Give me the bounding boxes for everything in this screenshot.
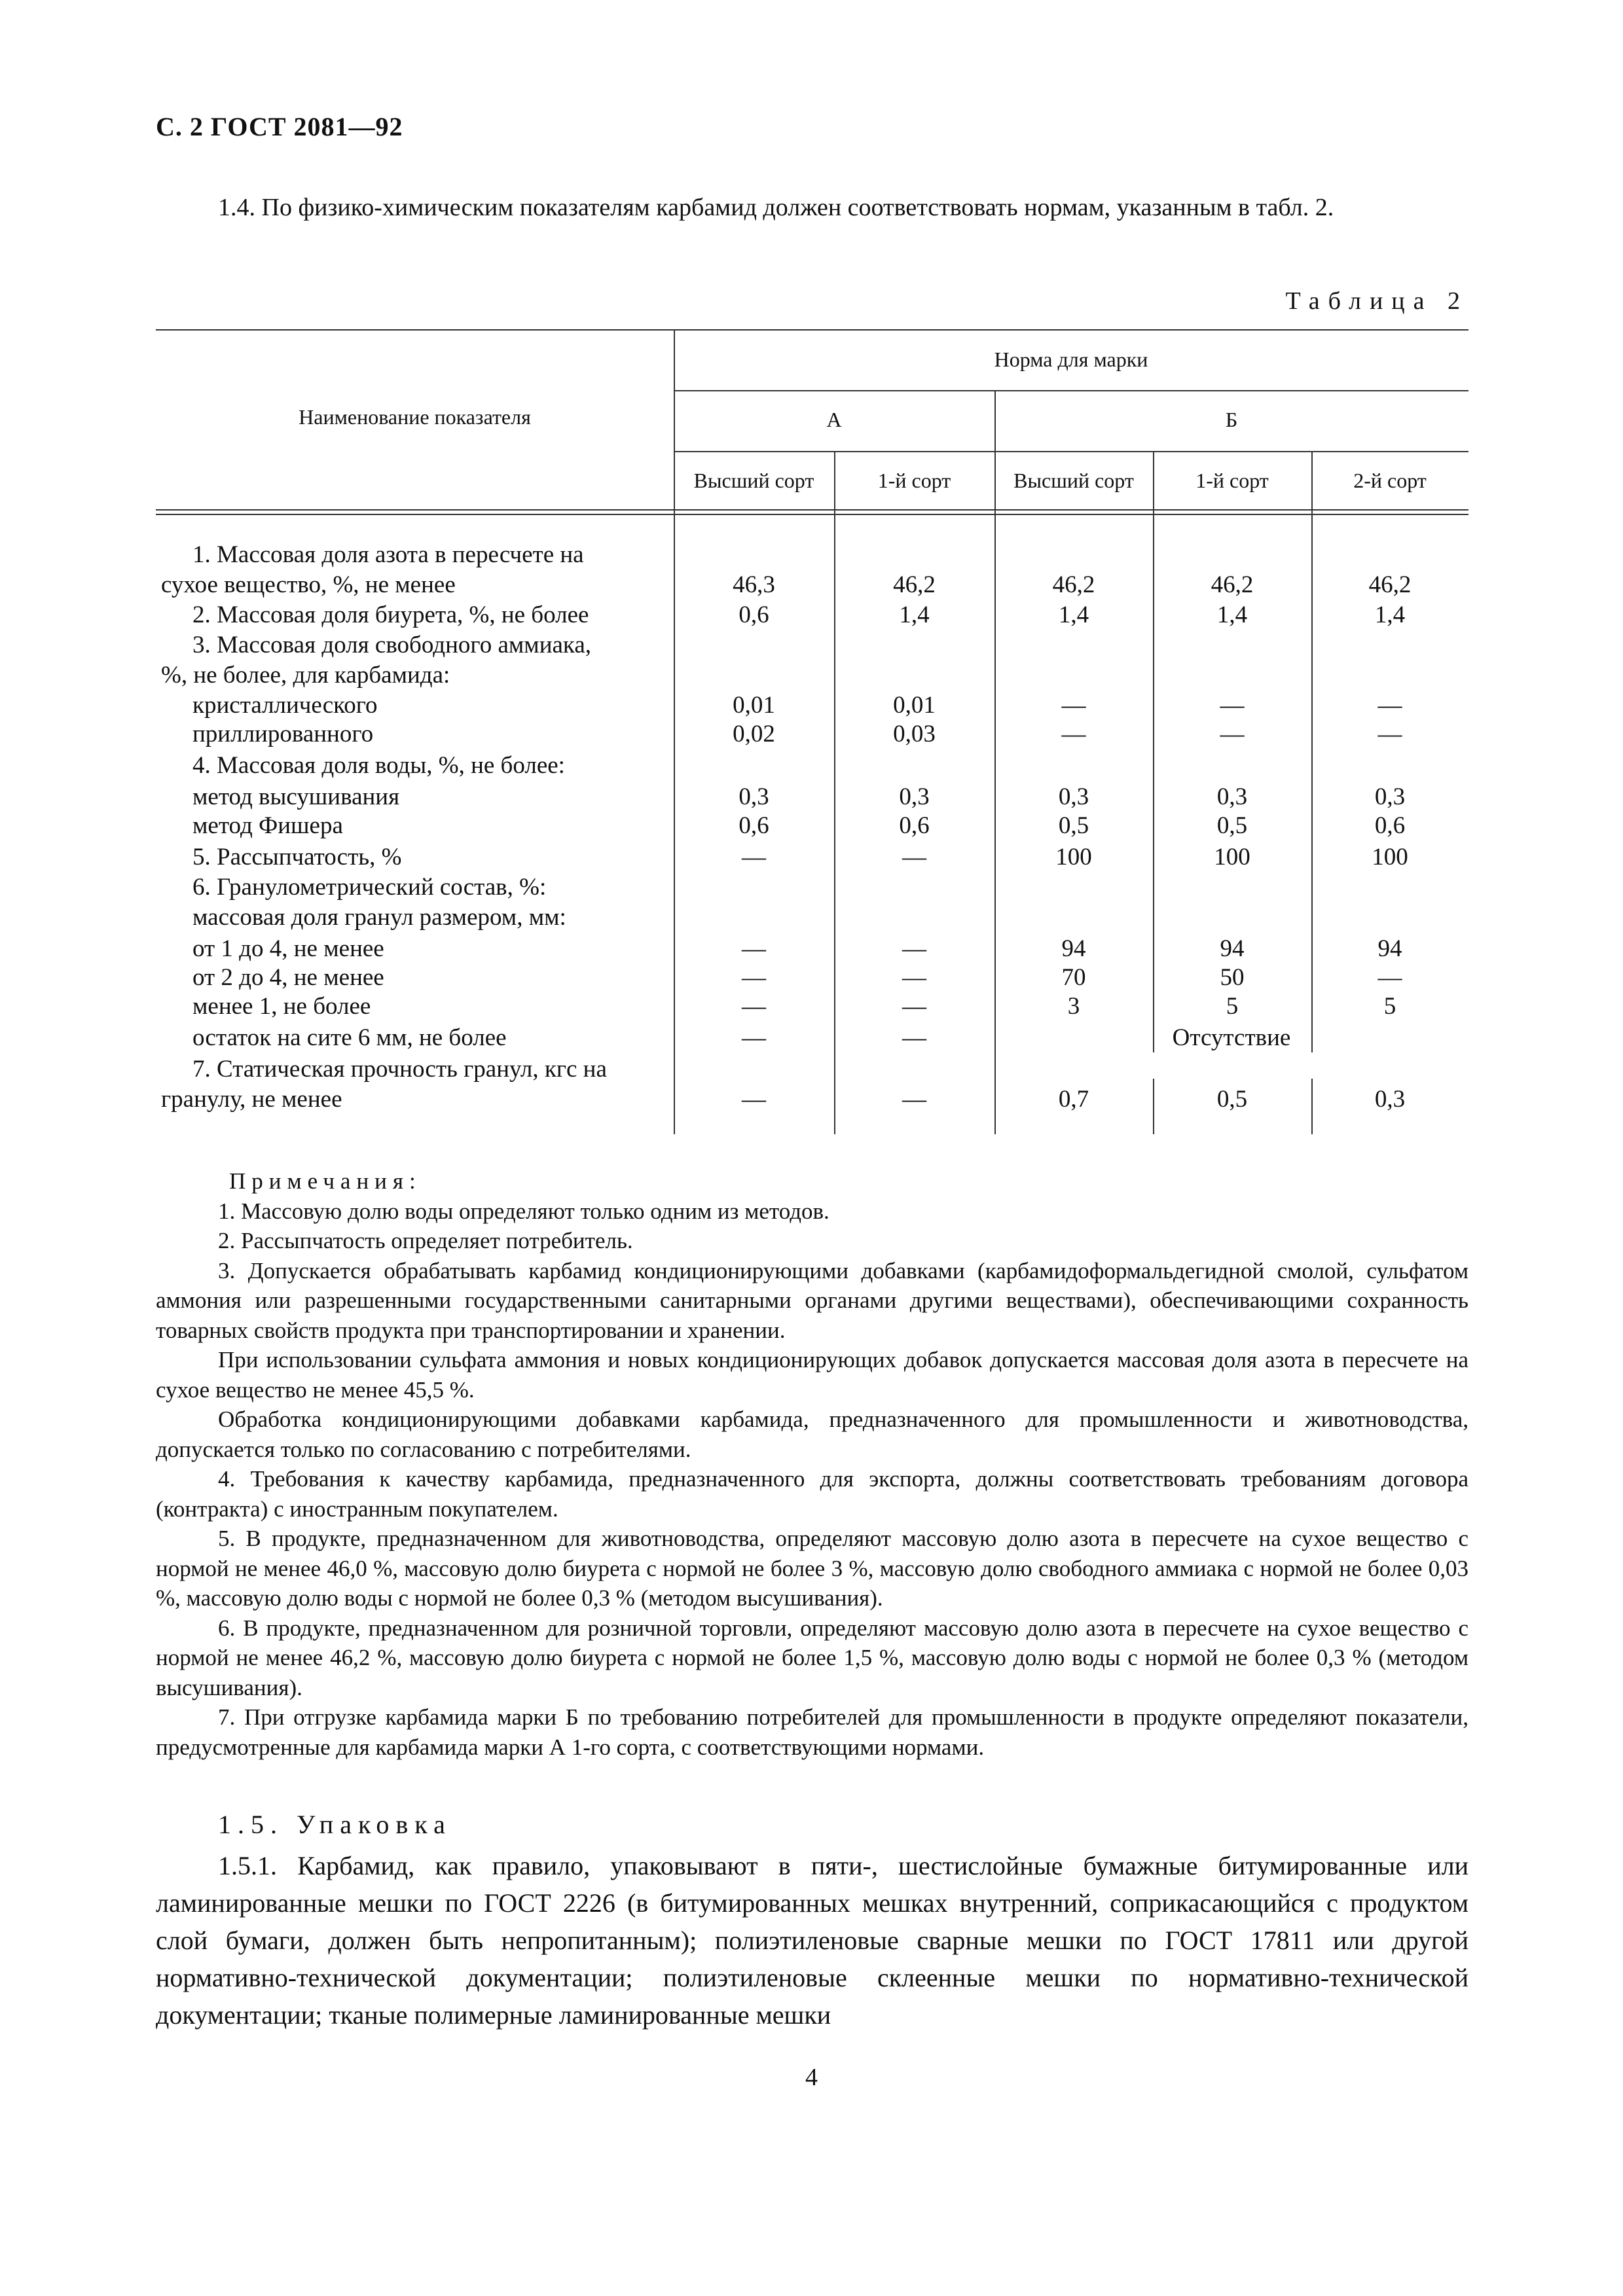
table-cell: — <box>742 1086 766 1113</box>
column-header-norm: Норма для марки <box>994 348 1148 371</box>
table-cell: — <box>1061 692 1086 719</box>
table-cell: — <box>742 964 766 991</box>
table-cell: — <box>902 1024 926 1051</box>
row-label: от 2 до 4, не менее <box>192 964 384 991</box>
table-cell: 3 <box>1067 993 1080 1020</box>
table-rule <box>674 451 1468 452</box>
table-head-rule <box>156 514 1468 515</box>
table-cell: — <box>1220 721 1245 747</box>
column-header-name: Наименование показателя <box>299 405 531 429</box>
table-cell: 0,01 <box>893 692 936 719</box>
table-cell: 0,01 <box>733 692 775 719</box>
note-item: 2. Рассыпчатость определяет потребитель. <box>218 1228 633 1253</box>
note-item: 6. В продукте, предназначенном для розничной торговли, определяют массовую долю азота в пересчете на сухое вещество с нормой не менее 46,2 %, массовую долю биурета с нормой не более 1,5 %, массовую долю воды с нормой не более 0,3 % (методом высушивания). <box>156 1615 1468 1700</box>
table-cell: 70 <box>1061 964 1086 991</box>
table-cell: — <box>1061 721 1086 747</box>
table-cell: 0,6 <box>1374 812 1406 839</box>
note-item: 3. Допускается обрабатывать карбамид кондиционирующими добавками (карбамидоформальдегидной смолой, сульфатом аммония или разрешенными государственными санитарными органами другими веществами), обеспечивающими сохранность товарных свойств продукта при транспортировании и хранении. <box>156 1257 1468 1343</box>
table-cell: — <box>742 935 766 962</box>
table-cell: — <box>902 1086 926 1113</box>
table-cell: 0,5 <box>1058 812 1089 839</box>
table-cell: 46,2 <box>1211 571 1254 598</box>
table-cell: 0,03 <box>893 721 936 747</box>
table-cell: 0,6 <box>739 812 769 839</box>
table-cell: 1,4 <box>1216 601 1248 628</box>
table-cell: 0,5 <box>1216 1086 1248 1113</box>
row-label: менее 1, не более <box>192 993 371 1020</box>
note-item: 5. В продукте, предназначенном для животноводства, определяют массовую долю азота в пересчете на сухое вещество с нормой не менее 46,0 %, массовую долю биурета с нормой не более 3 %, массовую долю свободного аммиака с нормой не более 0,03 %, массовую долю воды с нормой не более 0,3 % (методом высушивания). <box>156 1526 1468 1611</box>
row-label: от 1 до 4, не менее <box>192 935 384 962</box>
table-cell: 1,4 <box>1374 601 1406 628</box>
table-cell: 0,3 <box>1216 783 1248 810</box>
column-header-grade: 2-й сорт <box>1353 469 1427 492</box>
table-cell: 1,4 <box>1058 601 1089 628</box>
table-cell: 0,3 <box>1058 783 1089 810</box>
table-cell: 50 <box>1220 964 1245 991</box>
table-cell: 0,6 <box>899 812 930 839</box>
table-caption: Таблица 2 <box>1285 287 1468 315</box>
notes-title: Примечания: <box>229 1168 422 1194</box>
row-label: 2. Массовая доля биурета, %, не более <box>192 601 589 628</box>
note-item: Обработка кондиционирующими добавками карбамида, предназначенного для промышленности и животноводства, допускается только по согласованию с потребителями. <box>156 1407 1468 1462</box>
note-item: 4. Требования к качеству карбамида, предназначенного для экспорта, должны соответствовать требованиям договора (контракта) с иностранным покупателем. <box>156 1466 1468 1522</box>
row-label: 7. Статическая прочность гранул, кгс на <box>192 1056 607 1083</box>
table-cell: 0,02 <box>733 721 775 747</box>
table-cell: — <box>1377 721 1402 747</box>
table-cell: 0,7 <box>1058 1086 1089 1113</box>
table-cell: — <box>742 1024 766 1051</box>
table-cell: — <box>742 844 766 870</box>
row-label: приллированного <box>192 721 374 747</box>
table-cell: 1,4 <box>899 601 930 628</box>
table-cell: 5 <box>1383 993 1396 1020</box>
table-top-rule <box>156 329 1468 331</box>
table-cell: — <box>1377 964 1402 991</box>
row-label: 3. Массовая доля свободного аммиака, <box>192 632 592 658</box>
table-cell: 94 <box>1220 935 1245 962</box>
table-cell: — <box>902 844 926 870</box>
table-cell: — <box>1377 692 1402 719</box>
section-title: 1.5. Упаковка <box>218 1810 452 1839</box>
table-cell: — <box>1220 692 1245 719</box>
row-label: метод высушивания <box>192 783 400 810</box>
row-label: %, не более, для карбамида: <box>161 662 450 689</box>
note-item: 7. При отгрузке карбамида марки Б по требованию потребителей для промышленности в продукте определяют показатели, предусмотренные для карбамида марки А 1-го сорта, с соответствующими нормами. <box>156 1704 1468 1760</box>
column-header-grade: 1-й сорт <box>1195 469 1269 492</box>
intro-paragraph: 1.4. По физико-химическим показателям карбамид должен соответствовать нормам, указанным в табл. 2. <box>218 194 1334 221</box>
table-cell: — <box>742 993 766 1020</box>
table-cell: 0,3 <box>1374 783 1406 810</box>
table-cell: — <box>902 935 926 962</box>
page-header: С. 2 ГОСТ 2081—92 <box>156 112 403 141</box>
note-item: 1. Массовую долю воды определяют только одним из методов. <box>218 1198 830 1224</box>
table-notes <box>156 1166 1468 1762</box>
column-header-grade: Высший сорт <box>693 469 814 492</box>
table-cell: 0,3 <box>899 783 930 810</box>
note-item: При использовании сульфата аммония и новых кондиционирующих добавок допускается массовая доля азота в пересчете на сухое вещество не менее 45,5 %. <box>156 1347 1468 1403</box>
section-body: 1.5.1. Карбамид, как правило, упаковывают в пяти-, шестислойные бумажные битумированные или ламинированные мешки по ГОСТ 2226 (в битумированных мешках внутренний, соприкасающийся с продуктом слой бумаги, должен быть непропитанным); полиэтиленовые сварные мешки по ГОСТ 17811 или другой нормативно-технической документации; полиэтиленовые склеенные мешки по нормативно-технической документации; тканые полимерные ламинированные мешки <box>156 1851 1468 2030</box>
table-cell: 100 <box>1372 844 1408 870</box>
table-rule <box>674 390 1468 391</box>
table-cell: 46,3 <box>733 571 775 598</box>
table-cell: 46,2 <box>893 571 936 598</box>
row-label: 5. Рассыпчатость, % <box>192 844 402 870</box>
row-label: 4. Массовая доля воды, %, не более: <box>192 752 565 779</box>
row-label: метод Фишера <box>192 812 343 839</box>
row-label: массовая доля гранул размером, мм: <box>192 904 566 931</box>
column-header-brand-a: А <box>826 408 842 431</box>
column-header-grade: Высший сорт <box>1013 469 1134 492</box>
table-cell: 94 <box>1061 935 1086 962</box>
page-number: 4 <box>805 2064 818 2091</box>
table-cell: 0,3 <box>1374 1086 1406 1113</box>
table-cell: 0,6 <box>739 601 769 628</box>
row-label: 1. Массовая доля азота в пересчете на <box>192 541 584 568</box>
table-cell: — <box>902 993 926 1020</box>
table-2 <box>156 329 1468 1134</box>
table-cell: 0,3 <box>739 783 769 810</box>
table-cell: 46,2 <box>1052 571 1095 598</box>
table-cell: — <box>902 964 926 991</box>
row-label: гранулу, не менее <box>161 1086 342 1113</box>
table-cell: 46,2 <box>1368 571 1412 598</box>
table-cell: 5 <box>1226 993 1239 1020</box>
row-label: 6. Гранулометрический состав, %: <box>192 874 547 901</box>
column-header-grade: 1-й сорт <box>877 469 951 492</box>
table-cell: 100 <box>1214 844 1250 870</box>
table-head-rule <box>156 509 1468 511</box>
row-label: сухое вещество, %, не менее <box>161 571 456 598</box>
table-cell: 100 <box>1055 844 1092 870</box>
table-cell: 94 <box>1377 935 1402 962</box>
column-header-brand-b: Б <box>1225 408 1238 431</box>
table-cell-merged: Отсутствие <box>1172 1024 1291 1051</box>
table-cell: 0,5 <box>1216 812 1248 839</box>
row-label: кристаллического <box>192 692 378 719</box>
row-label: остаток на сите 6 мм, не более <box>192 1024 507 1051</box>
